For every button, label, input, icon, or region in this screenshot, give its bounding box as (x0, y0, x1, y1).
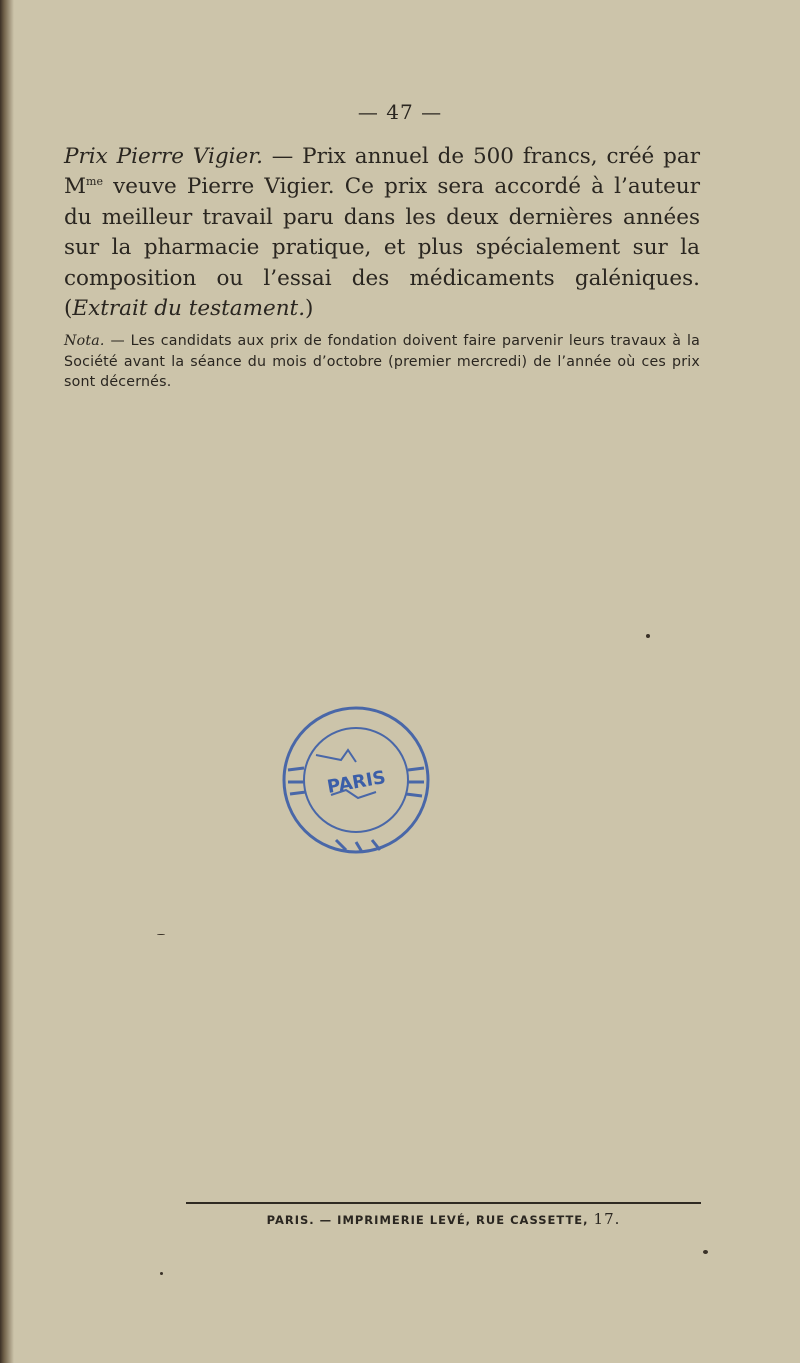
prize-text-1: — Prix annuel de 500 francs, créé par M (64, 144, 700, 200)
binding-shadow (0, 0, 14, 1363)
paper-speck (703, 1250, 708, 1254)
colophon-number: 17. (593, 1210, 621, 1228)
colophon (186, 1210, 701, 1228)
nota-label: Nota. (64, 333, 105, 349)
colophon-rule (186, 1202, 701, 1204)
paper-speck (157, 934, 165, 935)
colophon-text: PARIS. — IMPRIMERIE LEVÉ, RUE CASSETTE, (266, 1213, 594, 1227)
prize-title: Prix Pierre Vigier. (64, 144, 263, 169)
paper-speck (160, 1272, 163, 1275)
library-stamp-icon (276, 700, 436, 860)
prize-text-2: veuve Pierre Vigier. Ce prix sera accordé à l’auteur du meilleur travail paru dans les deux dernières années sur la pharmacie pratique, et plus spécialement sur la composition ou l’essai des médicaments galéniques. ( (64, 174, 700, 322)
svg-text:PARIS: PARIS (325, 766, 388, 798)
nota-text: — Les candidats aux prix de fondation doivent faire parvenir leurs travaux à la Société avant la séance du mois d’octobre (premier mercredi) de l’année où ces prix sont décernés. (64, 333, 700, 390)
prize-source: Extrait du testament. (72, 296, 306, 322)
page-number: — 47 — (357, 100, 443, 124)
prize-paragraph (64, 142, 700, 324)
paper-speck (646, 634, 650, 638)
nota-paragraph (64, 331, 700, 393)
prize-title-superscript: me (86, 175, 103, 189)
prize-text-3: ) (305, 296, 314, 322)
